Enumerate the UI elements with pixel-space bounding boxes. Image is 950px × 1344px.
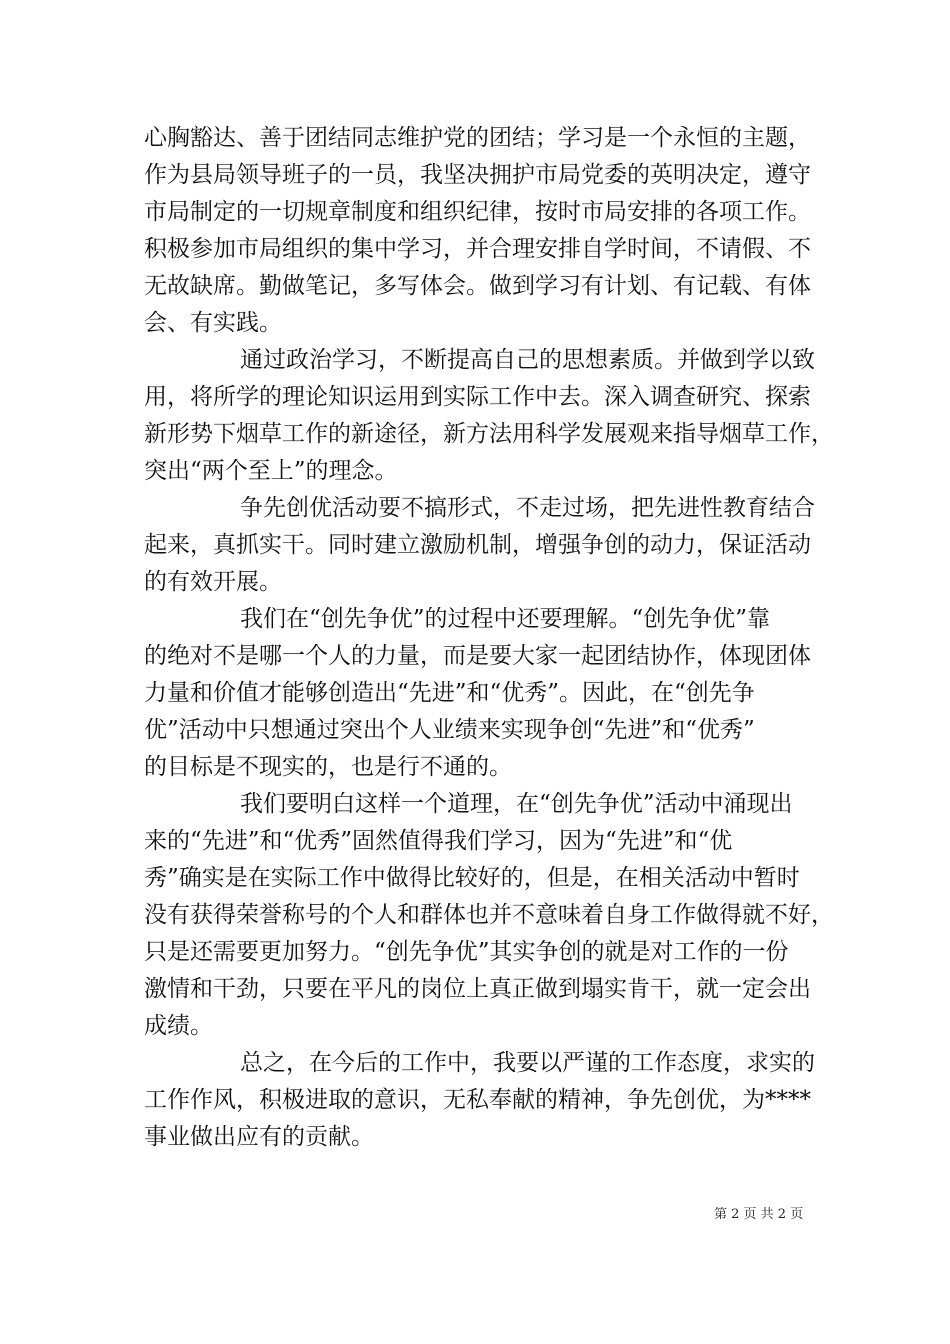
text-line: 起来，真抓实干。同时建立激励机制，增强争创的动力，保证活动 bbox=[144, 532, 811, 558]
text-line: 没有获得荣誉称号的个人和群体也并不意味着自身工作做得就不好， bbox=[144, 902, 834, 928]
document-body bbox=[144, 120, 834, 1156]
text-line: 来的“先进”和“优秀”固然值得我们学习，因为“先进”和“优 bbox=[144, 828, 733, 854]
paragraph bbox=[144, 342, 834, 490]
text-line: 激情和干劲，只要在平凡的岗位上真正做到塌实肯干，就一定会出 bbox=[144, 976, 811, 1002]
text-line: 无故缺席。勤做笔记，多写体会。做到学习有计划、有记载、有体 bbox=[144, 273, 811, 299]
paragraph bbox=[144, 120, 811, 342]
text-line: 只是还需要更加努力。“创先争优”其实争创的就是对工作的一份 bbox=[144, 939, 789, 965]
paragraph bbox=[144, 1045, 815, 1156]
text-line: 优”活动中只想通过突出个人业绩来实现争创“先进”和“优秀” bbox=[144, 717, 755, 743]
paragraph bbox=[144, 490, 815, 601]
text-line: 的有效开展。 bbox=[144, 569, 282, 595]
text-line: 通过政治学习，不断提高自己的思想素质。并做到学以致 bbox=[240, 347, 815, 373]
text-line: 积极参加市局组织的集中学习，并合理安排自学时间，不请假、不 bbox=[144, 236, 811, 262]
text-line: 用，将所学的理论知识运用到实际工作中去。深入调查研究、探索 bbox=[144, 384, 811, 410]
text-line: 力量和价值才能够创造出“先进”和“优秀”。因此，在“创先争 bbox=[144, 680, 755, 706]
text-line: 秀”确实是在实际工作中做得比较好的，但是，在相关活动中暂时 bbox=[144, 865, 800, 891]
text-line: 突出“两个至上”的理念。 bbox=[144, 458, 398, 484]
text-line: 的绝对不是哪一个人的力量，而是要大家一起团结协作，体现团体 bbox=[144, 643, 811, 669]
text-line: 工作作风，积极进取的意识，无私奉献的精神，争先创优，为**** bbox=[144, 1087, 811, 1113]
text-line: 事业做出应有的贡献。 bbox=[144, 1124, 374, 1150]
page-number-footer: 第 2 页 共 2 页 bbox=[714, 1207, 804, 1222]
paragraph bbox=[144, 601, 811, 786]
text-line: 作为县局领导班子的一员，我坚决拥护市局党委的英明决定，遵守 bbox=[144, 162, 811, 188]
text-line: 新形势下烟草工作的新途径，新方法用科学发展观来指导烟草工作， bbox=[144, 421, 834, 447]
text-line: 我们在“创先争优”的过程中还要理解。“创先争优”靠 bbox=[240, 606, 771, 632]
paragraph bbox=[144, 786, 834, 1045]
text-line: 心胸豁达、善于团结同志维护党的团结；学习是一个永恒的主题， bbox=[144, 125, 811, 151]
text-line: 总之，在今后的工作中，我要以严谨的工作态度，求实的 bbox=[240, 1050, 815, 1076]
text-line: 会、有实践。 bbox=[144, 310, 282, 336]
text-line: 我们要明白这样一个道理，在“创先争优”活动中涌现出 bbox=[240, 791, 793, 817]
text-line: 争先创优活动要不搞形式，不走过场，把先进性教育结合 bbox=[240, 495, 815, 521]
text-line: 成绩。 bbox=[144, 1013, 213, 1039]
text-line: 的目标是不现实的，也是行不通的。 bbox=[144, 754, 512, 780]
text-line: 市局制定的一切规章制度和组织纪律，按时市局安排的各项工作。 bbox=[144, 199, 811, 225]
